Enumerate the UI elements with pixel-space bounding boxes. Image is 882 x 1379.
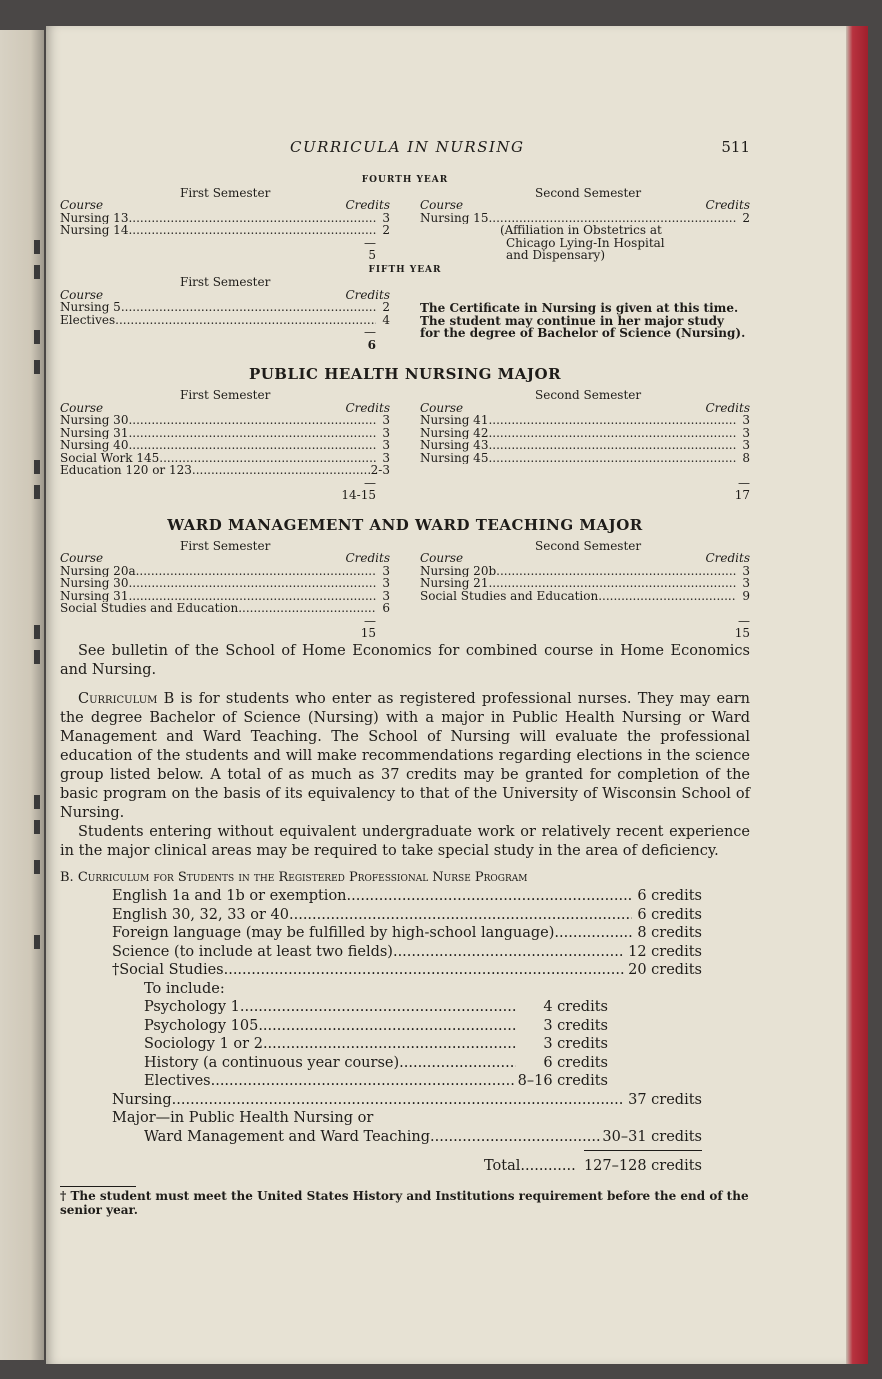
- semester-total: 15: [360, 626, 376, 640]
- course-row: Nursing 31 ..... 3: [60, 590, 390, 603]
- fifth-year-label: FIFTH YEAR: [368, 264, 442, 275]
- sub-item: Psychology 1 ..... 4 credits: [144, 998, 608, 1017]
- total-rule: —: [738, 613, 750, 628]
- total-rule: [584, 1150, 702, 1157]
- semester-label: Second Semester: [535, 185, 642, 200]
- curriculum-lead: Curriculum: [78, 690, 158, 707]
- fifth-year-first-semester: [60, 276, 390, 351]
- previous-page-edge: [0, 30, 44, 1360]
- course-row: Nursing 20a ..... 3: [60, 565, 390, 578]
- running-title: CURRICULA IN NURSING: [290, 138, 525, 156]
- course-row: Nursing 41 ..... 3: [420, 414, 750, 427]
- course-header: Course: [420, 400, 464, 415]
- fourth-year-section: [60, 174, 750, 262]
- ward-first-semester: [60, 540, 390, 640]
- semester-label: First Semester: [180, 275, 271, 289]
- program-section: [60, 869, 750, 1176]
- course-row: Nursing 31 ..... 3: [60, 427, 390, 440]
- credits-header: Credits: [345, 287, 390, 302]
- fourth-year-second-semester: [420, 187, 750, 262]
- affiliation-note: (Affiliation in Obstetrics at Chicago Lying-In Hospital and Dispensary): [500, 223, 665, 262]
- course-row: Nursing 14 ..... 2: [60, 224, 390, 237]
- program-item: Foreign language (may be fulfilled by high-school language) ..... 8 credits: [112, 924, 702, 943]
- course-row: Nursing 43 ..... 3: [420, 439, 750, 452]
- course-header: Course: [420, 198, 464, 212]
- credits-header: Credits: [705, 400, 750, 415]
- course-row: Social Studies and Education ..... 9: [420, 590, 750, 603]
- public-health-table: [60, 389, 750, 502]
- semester-label: Second Semester: [535, 388, 642, 402]
- semester-total: 15: [734, 626, 750, 640]
- program-item: English 1a and 1b or exemption ..... 6 credits: [112, 887, 702, 906]
- course-header: Course: [60, 400, 104, 415]
- course-row: Nursing 42 ..... 3: [420, 427, 750, 440]
- program-item: English 30, 32, 33 or 40 ..... 6 credits: [112, 906, 702, 925]
- semester-total: 6: [367, 337, 376, 352]
- course-row: Social Studies and Education ..... 6: [60, 602, 390, 615]
- total-rule: —: [364, 613, 376, 628]
- course-row: Nursing 21 ..... 3: [420, 577, 750, 590]
- total-rule: —: [738, 475, 750, 490]
- semester-label: First Semester: [180, 538, 271, 553]
- include-label: To include:: [144, 980, 225, 997]
- course-row: Nursing 45 ..... 8: [420, 452, 750, 465]
- footnote-rule: [60, 1186, 136, 1187]
- course-row: Nursing 30 ..... 3: [60, 577, 390, 590]
- program-total: Total ..... 127–128 credits: [112, 1157, 702, 1176]
- ward-table: [60, 540, 750, 640]
- course-row: Electives ..... 4: [60, 314, 390, 327]
- sub-item: History (a continuous year course) ..... 6 credits: [144, 1054, 608, 1073]
- total-rule: —: [364, 235, 376, 250]
- course-row: Nursing 13 ..... 3: [60, 212, 390, 225]
- course-row: Nursing 5 ..... 2: [60, 301, 390, 314]
- sub-item: Sociology 1 or 2 ..... 3 credits: [144, 1035, 608, 1054]
- deficiency-paragraph: Students entering without equivalent undergraduate work or relatively recent experience in the major clinical areas may be required to take special study in the area of deficiency.: [60, 823, 750, 859]
- major-item: Ward Management and Ward Teaching ..... 30–31 credits: [112, 1128, 702, 1147]
- ward-heading: WARD MANAGEMENT AND WARD TEACHING MAJOR: [167, 515, 643, 534]
- course-header: Course: [420, 551, 464, 565]
- curriculum-text: B is for students who enter as registered professional nurses. They may earn the degree Bachelor of Science (Nursing) with a major in Public Health Nursing or Ward Management and Ward Teaching. The School of Nursing will evaluate the professional education of the students and will make recommendations regarding elections in the science group listed below. A total of as much as 37 credits may be granted for completion of the basic program on the basis of its equivalency to that of the University of Wisconsin School of Nursing.: [60, 690, 750, 821]
- credits-header: Credits: [705, 551, 750, 565]
- course-row: Nursing 40 ..... 3: [60, 439, 390, 452]
- page-edge: [846, 26, 868, 1364]
- program-item: †Social Studies ..... 20 credits: [112, 961, 702, 980]
- credits-header: Credits: [345, 198, 390, 212]
- semester-label: Second Semester: [535, 538, 642, 553]
- semester-total: 14-15: [341, 488, 376, 502]
- fifth-year-section: [60, 264, 750, 352]
- program-item: Nursing ..... 37 credits: [112, 1091, 702, 1110]
- course-row: Nursing 20b ..... 3: [420, 565, 750, 578]
- fourth-year-label: FOURTH YEAR: [361, 175, 449, 185]
- fourth-year-first-semester: [60, 187, 390, 262]
- semester-label: First Semester: [180, 388, 271, 402]
- course-row: Education 120 or 123 ..... 2-3: [60, 464, 390, 477]
- ward-second-semester: [420, 540, 750, 640]
- social-studies-breakdown: [112, 998, 608, 1091]
- public-health-heading: PUBLIC HEALTH NURSING MAJOR: [248, 365, 562, 383]
- sub-item: Electives ..... 8–16 credits: [144, 1072, 608, 1091]
- running-header: [60, 138, 750, 164]
- course-header: Course: [60, 551, 104, 565]
- course-header: Course: [60, 198, 104, 212]
- page-number: 511: [721, 138, 750, 156]
- curriculum-b-paragraph: [60, 690, 750, 823]
- total-rule: —: [364, 475, 376, 490]
- program-item: Science (to include at least two fields) ..... 12 credits: [112, 943, 702, 962]
- total-rule: —: [364, 325, 376, 339]
- sub-item: Psychology 105 ..... 3 credits: [144, 1017, 608, 1036]
- semester-total: 17: [734, 488, 750, 502]
- program-list: [60, 887, 702, 1176]
- semester-total: 5: [368, 248, 376, 262]
- credits-header: Credits: [345, 551, 390, 565]
- program-heading: B. Curriculum for Students in the Registered Professional Nurse Program: [60, 869, 528, 885]
- home-economics-paragraph: See bulletin of the School of Home Economics for combined course in Home Economics and Nursing.: [60, 642, 750, 678]
- public-health-first-semester: [60, 389, 390, 502]
- semester-label: First Semester: [180, 185, 271, 200]
- page-content: [60, 138, 750, 1217]
- major-line: Major—in Public Health Nursing or: [112, 1110, 374, 1126]
- footnote: † The student must meet the United States History and Institutions requirement before the end of the senior year.: [60, 1188, 749, 1217]
- certificate-note: The Certificate in Nursing is given at this time. The student may continue in her major study for the degree of Bachelor of Science (Nursing).: [420, 301, 746, 340]
- credits-header: Credits: [345, 400, 390, 415]
- course-row: Nursing 15 ..... 2: [420, 212, 750, 225]
- course-row: Social Work 145 ..... 3: [60, 452, 390, 465]
- credits-header: Credits: [705, 198, 750, 212]
- course-header: Course: [60, 287, 104, 302]
- course-row: Nursing 30 ..... 3: [60, 414, 390, 427]
- public-health-second-semester: [420, 389, 750, 502]
